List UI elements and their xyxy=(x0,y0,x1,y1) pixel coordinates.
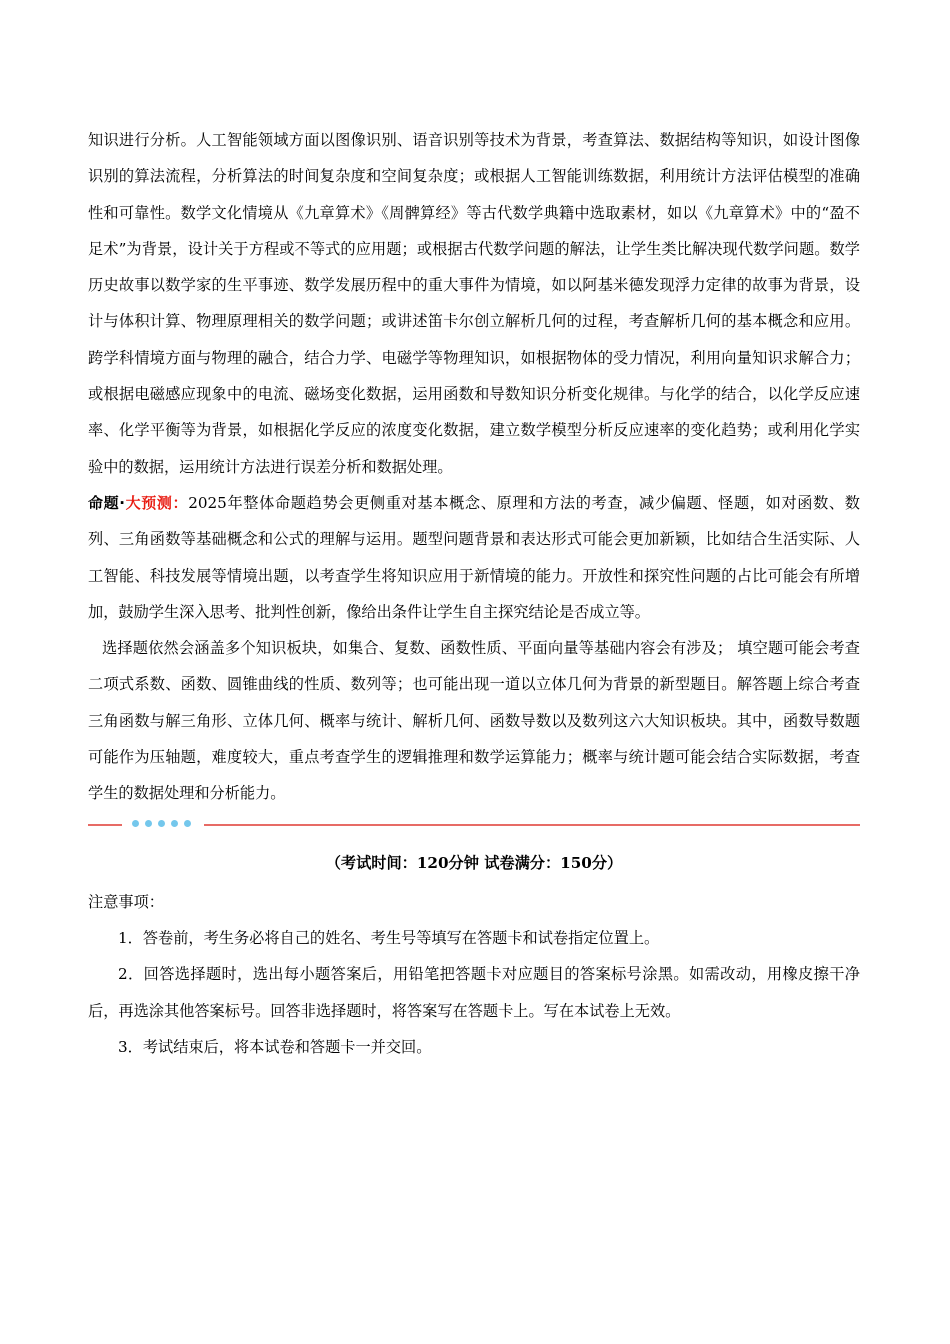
divider-dot xyxy=(171,820,178,827)
divider-dots xyxy=(132,820,191,827)
forecast-label-prefix: 命题 xyxy=(88,493,120,512)
divider-dot xyxy=(145,820,152,827)
forecast-paragraph-2: 选择题依然会涵盖多个知识板块，如集合、复数、函数性质、平面向量等基础内容会有涉及； 填空题可能会考查二项式系数、函数、圆锥曲线的性质、数列等；也可能出现一道以立体几何为背景的新型题目。解答题上综合考查三角函数与解三角形、立体几何、概率与统计、解析几何、函数导数以及数列这六大知识板块。其中，函数导数题可能作为压轴题，难度较大，重点考查学生的逻辑推理和数学运算能力；概率与统计题可能会结合实际数据，考查学生的数据处理和分析能力。 xyxy=(88,639,860,803)
forecast-label-colon: ： xyxy=(172,493,189,512)
divider-line-right xyxy=(204,824,860,826)
notes-item-3: 3．考试结束后，将本试卷和答题卡一并交回。 xyxy=(118,1037,432,1056)
divider-dot xyxy=(184,820,191,827)
forecast-paragraph xyxy=(88,485,860,630)
section-divider xyxy=(88,818,860,832)
divider-dot xyxy=(132,820,139,827)
divider-dot xyxy=(158,820,165,827)
notes-section xyxy=(88,884,860,1065)
forecast-label-dot: · xyxy=(119,493,125,512)
notes-item-1: 1．答卷前，考生务必将自己的姓名、考生号等填写在答题卡和试卷指定位置上。 xyxy=(118,928,660,947)
forecast-label-highlight: 大预测 xyxy=(124,493,173,512)
body-paragraph: 知识进行分析。人工智能领域方面以图像识别、语音识别等技术为背景，考查算法、数据结构等知识，如设计图像识别的算法流程，分析算法的时间复杂度和空间复杂度；或根据人工智能训练数据，利用统计方法评估模型的准确性和可靠性。数学文化情境从《九章算术》《周髀算经》等古代数学典籍中选取素材，如以《九章算术》中的“盈不足术”为背景，设计关于方程或不等式的应用题；或根据古代数学问题的解法，让学生类比解决现代数学问题。数学历史故事以数学家的生平事迹、数学发展历程中的重大事件为情境，如以阿基米德发现浮力定律的故事为背景，设计与体积计算、物理原理相关的数学问题；或讲述笛卡尔创立解析几何的过程，考查解析几何的基本概念和应用。跨学科情境方面与物理的融合，结合力学、电磁学等物理知识，如根据物体的受力情况，利用向量知识求解合力；或根据电磁感应现象中的电流、磁场变化数据，运用函数和导数知识分析变化规律。与化学的结合，以化学反应速率、化学平衡等为背景，如根据化学反应的浓度变化数据，建立数学模型分析反应速率的变化趋势；或利用化学实验中的数据，运用统计方法进行误差分析和数据处理。 xyxy=(88,131,860,476)
notes-item-2: 2．回答选择题时，选出每小题答案后，用铅笔把答题卡对应题目的答案标号涂黑。如需改动，用橡皮擦干净后，再选涂其他答案标号。回答非选择题时，将答案写在答题卡上。写在本试卷上无效。 xyxy=(88,965,860,1020)
exam-info: （考试时间：120分钟 试卷满分：150分） xyxy=(325,853,623,872)
forecast-section xyxy=(88,485,860,812)
document-page xyxy=(88,122,860,1065)
forecast-text: 2025年整体命题趋势会更侧重对基本概念、原理和方法的考查，减少偏题、怪题，如对函数、数列、三角函数等基础概念和公式的理解与运用。题型问题背景和表达形式可能会更加新颖，比如结合生活实际、人工智能、科技发展等情境出题，以考查学生将知识应用于新情境的能力。开放性和探究性问题的占比可能会有所增加，鼓励学生深入思考、批判性创新，像给出条件让学生自主探究结论是否成立等。 xyxy=(88,493,860,621)
notes-heading: 注意事项： xyxy=(88,892,164,911)
body-section xyxy=(88,122,860,485)
divider-line-left xyxy=(88,824,122,826)
